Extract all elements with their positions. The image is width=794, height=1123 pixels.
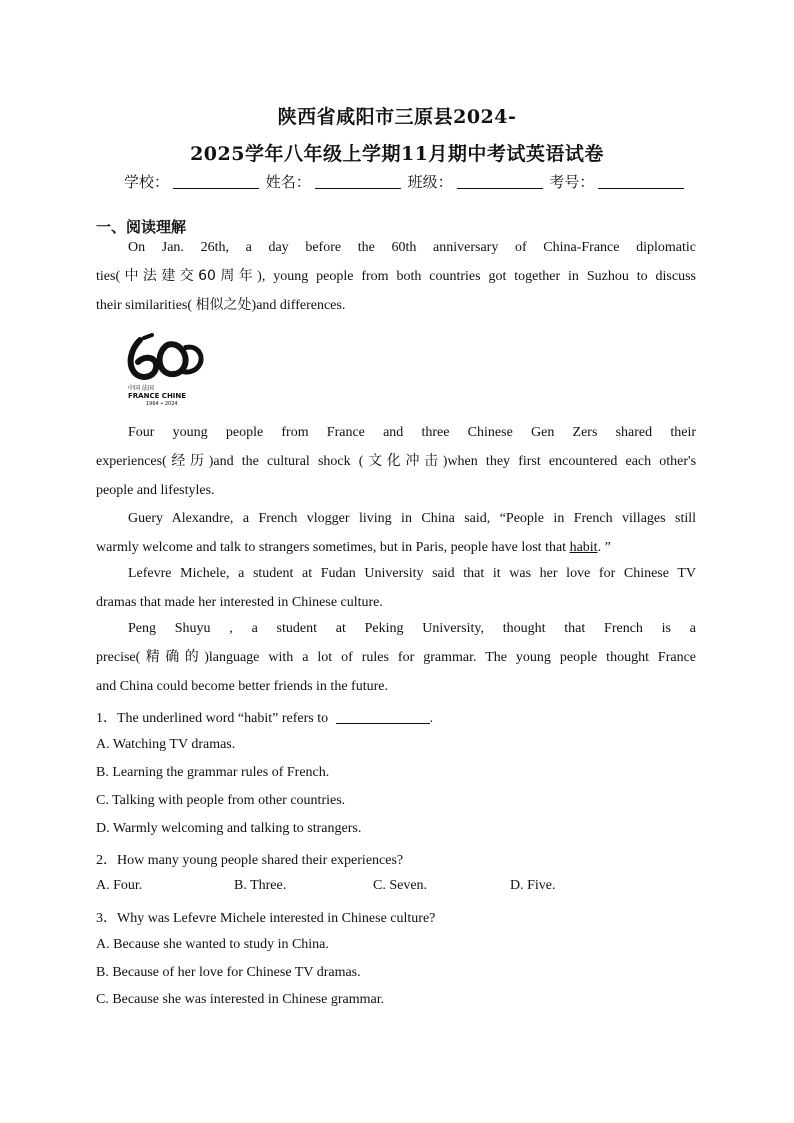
paragraph-line: dramas that made her interested in Chinese culture. — [96, 595, 383, 610]
exam-title-line2: 2025学年八年级上学期11月期中考试英语试卷 — [190, 143, 604, 165]
logo-years-text: 1964 • 2024 — [146, 401, 178, 407]
class-label: 班级： — [407, 173, 453, 191]
question-2-option-d[interactable]: D. Five. — [510, 878, 556, 893]
paragraph-line: their similarities( 相似之处)and differences. — [96, 297, 346, 313]
paragraph-line: Four young people from France and three Chinese Gen Zers shared their — [128, 425, 696, 440]
question-1-option-a[interactable]: A. Watching TV dramas. — [96, 737, 236, 752]
question-1-stem: 1．The underlined word “habit” refers to . — [96, 711, 434, 726]
question-2-option-a[interactable]: A. Four. — [96, 878, 143, 893]
paragraph-line: people and lifestyles. — [96, 483, 215, 498]
student-info-row — [124, 171, 684, 192]
passage-paragraph-4 — [96, 559, 696, 617]
paragraph-line: warmly welcome and talk to strangers sometimes, but in Paris, people have lost that habit. ” — [96, 540, 611, 555]
paragraph-line: ties(中法建交60周年), young people from both countries got together in Suzhou to discuss — [96, 268, 696, 284]
name-blank[interactable] — [315, 174, 401, 189]
exam-title-line1: 陕西省咸阳市三原县2024- — [277, 106, 517, 128]
school-label: 学校： — [124, 173, 170, 191]
passage-paragraph-3 — [96, 504, 696, 562]
question-2-option-c[interactable]: C. Seven. — [373, 878, 428, 893]
question-2-option-b[interactable]: B. Three. — [234, 878, 287, 893]
section-heading: 一、阅读理解 — [96, 218, 187, 236]
question-3-option-c[interactable]: C. Because she was interested in Chinese grammar. — [96, 992, 385, 1007]
china-france-60th-logo — [126, 332, 206, 408]
exam-number-blank[interactable] — [598, 174, 684, 189]
paragraph-line: and China could become better friends in the future. — [96, 679, 388, 694]
question-1-option-c[interactable]: C. Talking with people from other countries. — [96, 793, 346, 808]
underlined-word-habit: habit — [569, 540, 598, 555]
question-3-option-a[interactable]: A. Because she wanted to study in China. — [96, 937, 329, 952]
question-2-stem: 2．How many young people shared their experiences? — [96, 853, 404, 868]
question-3-option-b[interactable]: B. Because of her love for Chinese TV dramas. — [96, 965, 361, 980]
paragraph-line: experiences(经历)and the cultural shock (文化冲击)when they first encountered each other's — [96, 453, 697, 469]
passage-paragraph-2 — [96, 418, 696, 505]
answer-blank[interactable] — [336, 709, 430, 724]
logo-cn-text: 中国 法国 — [128, 385, 154, 392]
class-blank[interactable] — [457, 174, 543, 189]
question-3-stem: 3．Why was Lefevre Michele interested in Chinese culture? — [96, 911, 436, 926]
logo-number-graphic — [131, 335, 201, 377]
paragraph-line: On Jan. 26th, a day before the 60th anniversary of China-France diplomatic — [128, 240, 696, 255]
logo-en-text: FRANCE CHINE — [128, 392, 187, 400]
school-blank[interactable] — [173, 174, 259, 189]
passage-paragraph-1 — [96, 233, 696, 320]
paragraph-line: Lefevre Michele, a student at Fudan University said that it was her love for Chinese TV — [128, 566, 696, 581]
question-2-options — [96, 878, 696, 898]
question-1-option-d[interactable]: D. Warmly welcoming and talking to strangers. — [96, 821, 362, 836]
exam-number-label: 考号： — [549, 173, 595, 191]
passage-paragraph-5 — [96, 614, 696, 701]
paragraph-line: Peng Shuyu , a student at Peking University, thought that French is a — [128, 621, 696, 636]
paragraph-line: precise(精确的)language with a lot of rules for grammar. The young people thought France — [96, 649, 697, 665]
paragraph-line: Guery Alexandre, a French vlogger living in China said, “People in French villages still — [128, 511, 696, 526]
name-label: 姓名： — [265, 173, 311, 191]
question-1-option-b[interactable]: B. Learning the grammar rules of French. — [96, 765, 330, 780]
